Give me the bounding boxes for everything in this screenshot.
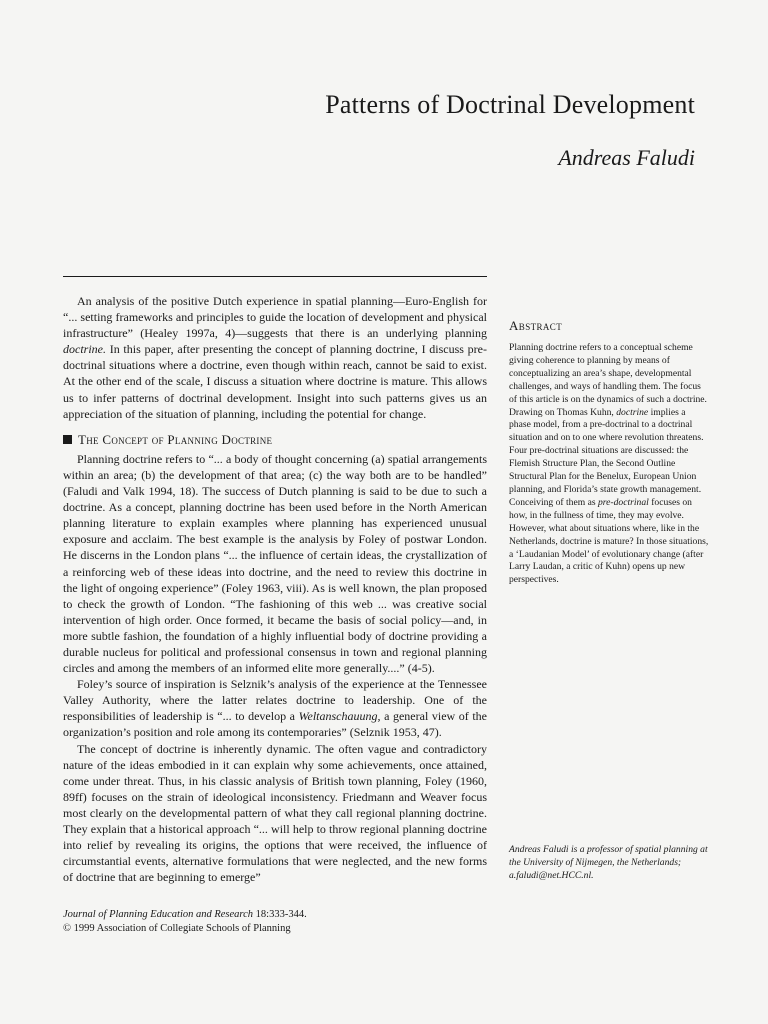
bio-text: is a professor of spatial planning at the University of Nijmegen, the Netherlands; a.faludi@net.HCC.nl.: [509, 844, 708, 881]
main-column: [63, 293, 487, 885]
title-rule: [63, 276, 487, 277]
p3-text-2: a general view of the organization’s position and role among its contemporaries” (Selznik 1953, 47).: [63, 709, 487, 740]
author-name: Andreas Faludi: [558, 145, 695, 170]
bio-name: Andreas Faludi: [509, 844, 569, 855]
journal-name: Journal of Planning Education and Research: [63, 909, 254, 920]
abstract-text-2: implies a phase model, from a pre-doctrinal to a doctrinal situation and on to one where revolution threatens. Four pre-doctrinal situations are discussed: the Flemish Structure Plan, the Second Outline Structural Plan for the Benelux, European Union planning, and Florida’s state growth management. Conceiving of them as: [509, 406, 704, 508]
abstract-heading: Abstract: [509, 318, 563, 333]
journal-citation: [63, 908, 487, 922]
body-paragraph-3: The concept of doctrine is inherently dynamic. The often vague and contradictory nature of the ideas embodied in it can explain why some achievements, once attained, come under threat. Thus, in his classic analysis of British town planning, Foley (1960, 89ff) focuses on the strain of ideological inconsistency. Friedmann and Weaver focus most clearly on the developmental pattern of what they call regional planning doctrine. They explain that a historical approach “... will help to throw regional planning doctrine into relief by revealing its origins, the options that were received, the influence of circumstantial events, alternative formulations that were neglected, and the new forms of doctrine that are beginning to emerge”: [63, 741, 487, 885]
p3-text-1: Foley’s source of inspiration is Selznik’s analysis of the experience at the Tennessee Valley Authority, where the latter relates doctrine to leadership. One of the responsibilities of leadership is “... to develop a: [63, 677, 487, 724]
copyright-line: © 1999 Association of Collegiate Schools of Planning: [63, 923, 291, 934]
square-bullet-icon: [63, 435, 72, 444]
abstract-column: [509, 318, 709, 587]
body-paragraph-2: [63, 676, 487, 740]
intro-paragraph: [63, 293, 487, 422]
journal-volume: 18:333-344.: [253, 909, 307, 920]
intro-emphasis: doctrine.: [63, 342, 106, 357]
journal-footer: [63, 908, 487, 936]
abstract-body: [509, 342, 709, 587]
author-bio: [509, 843, 709, 882]
abstract-text-1: Planning doctrine refers to a conceptual scheme giving coherence to planning by means of conceptualizing an area’s shape, developmental challenges, and ways of handling them. The focus of this article is on the dynamics of such a doctrine. Drawing on Thomas Kuhn,: [509, 342, 707, 418]
intro-text-2: In this paper, after presenting the concept of planning doctrine, I discuss pre-doctrinal situations where a doctrine, even though within reach, cannot be said to exist. At the other end of the scale, I discuss a situation where doctrine is mature. This allows us to infer patterns of doctrinal development. Insight into such patterns gives us an appreciation of the situation of planning, including the potential for change.: [63, 342, 487, 421]
abstract-text-3: focuses on how, in the fullness of time, they may evolve. However, what about situations where, like in the Netherlands, doctrine is mature? In those situations, a ‘Laudanian Model’ of evolutionary change (after Larry Laudan, a critic of Kuhn) opens up new perspectives.: [509, 496, 709, 586]
paper-title: Patterns of Doctrinal Development: [325, 90, 695, 119]
body-paragraph-1: Planning doctrine refers to “... a body of thought concerning (a) spatial arrangements within an area; (b) the development of that area; (c) the way both are to be handled” (Faludi and Valk 1994, 18). The success of Dutch planning is said to be due to such a doctrine. As a concept, planning doctrine has been used before in the North American planning literature to explain examples where planning has experienced unusual exposure and acclaim. The best example is the analysis by Foley of postwar London. He discerns in the London plans “... the influence of certain ideas, the crystallization of a reinforcing web of these ideas into doctrine, and the need to review this doctrine in the light of ongoing experience” (Foley 1963, viii). As is well known, the plan proposed to check the growth of London. “The fashioning of this web ... was creative social intervention of high order. Once formed, it became the basis of social policy—and, in more subtle fashion, the foundation of a highly influential body of doctrine providing a durable nucleus for political and professional consensus in town and regional planning circles and among the members of an informed elite more generally....” (4-5).: [63, 451, 487, 676]
section-heading-text: The Concept of Planning Doctrine: [78, 431, 273, 447]
p3-emphasis: Weltanschauung,: [298, 709, 381, 724]
section-heading: [63, 432, 487, 448]
abstract-emphasis-2: pre-doctrinal: [598, 496, 649, 508]
abstract-emphasis-1: doctrine: [616, 406, 649, 418]
intro-text-1: An analysis of the positive Dutch experience in spatial planning—Euro-English for “... setting frameworks and principles to guide the location of development and physical infrastructure” (Healey 1997a, 4)—suggests that there is an underlying planning: [63, 294, 487, 341]
